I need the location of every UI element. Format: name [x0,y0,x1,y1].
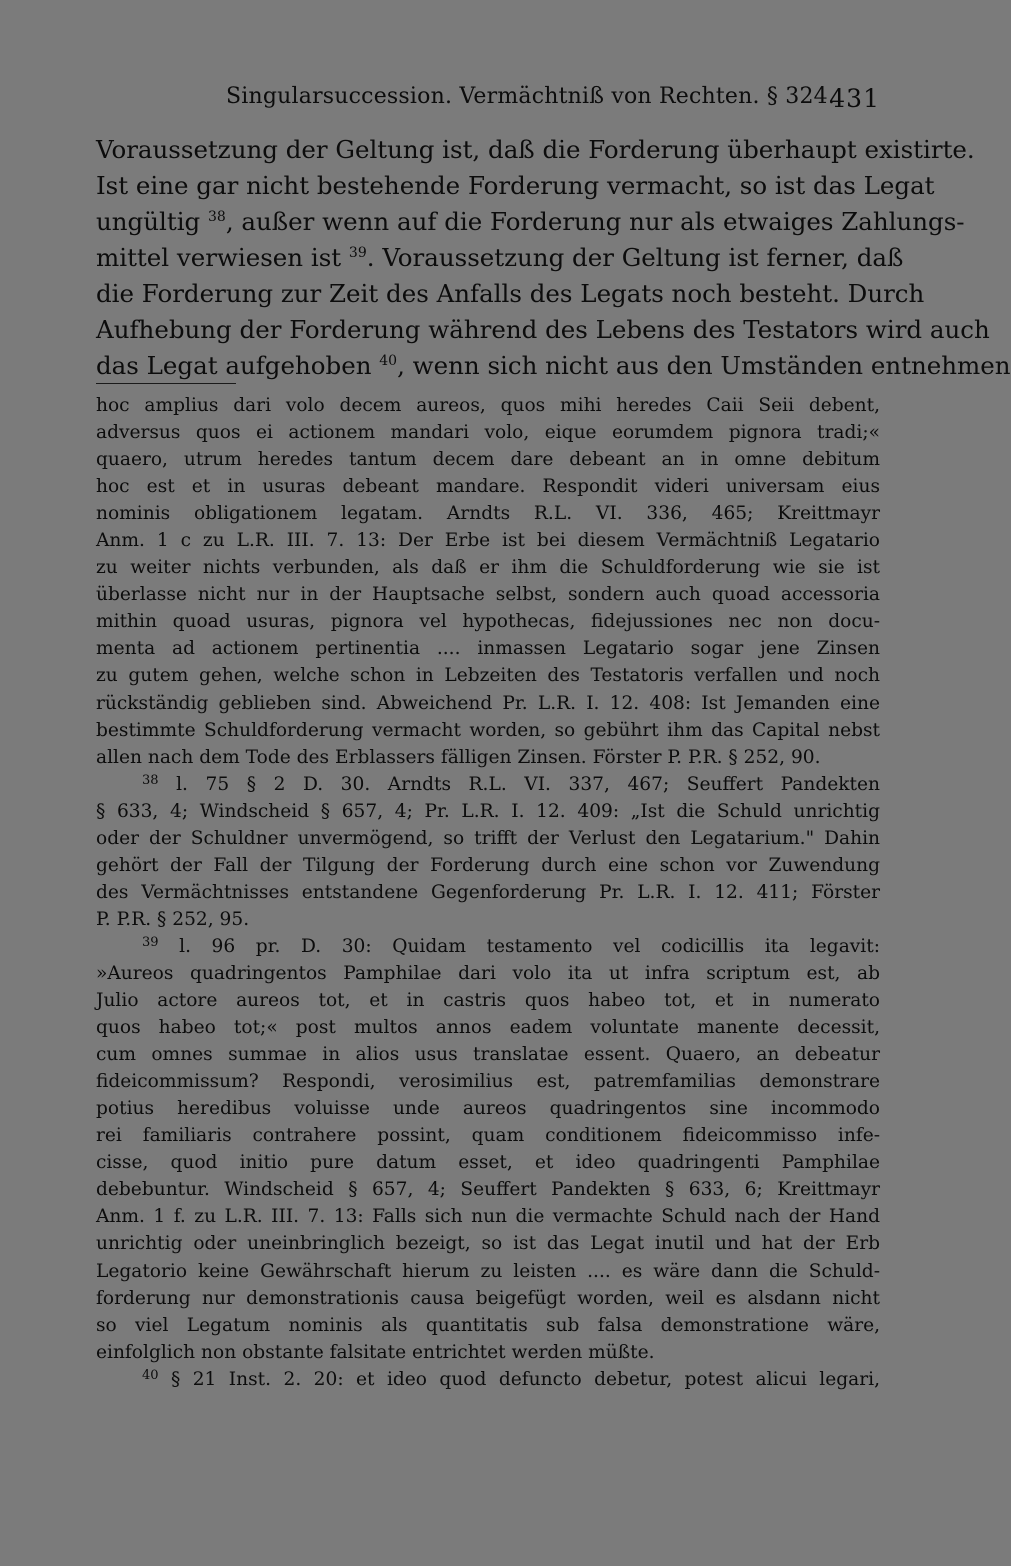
page-number: 431 [829,84,880,113]
footnote-line: fideicommissum? Respondi, verosimilius est, patremfamilias demonstrare [96,1071,880,1093]
main-text [96,132,1011,384]
footnote-line: quaero, utrum heredes tantum decem dare debeant an in omne debitum [96,449,880,471]
footnote-line: adversus quos ei actionem mandari volo, eique eorumdem pignora tradi;« [96,422,880,444]
body-line: das Legat aufgehoben $^{40}$, wenn sich nicht aus den Umständen entnehmen [96,351,1011,380]
footnote-line: $^{40}$ § 21 Inst. 2. 20: et ideo quod defuncto debetur, potest alicui legari, [142,1367,880,1390]
footnote-line: gehört der Fall der Tilgung der Forderung durch eine schon vor Zuwendung [96,854,880,876]
footnote-line: oder der Schuldner unvermögend, so trifft der Verlust den Legatarium." Dahin [96,827,880,849]
footnote-line: hoc est et in usuras debeant mandare. Respondit videri universam eius [96,476,880,498]
footnote-line: nominis obligationem legatam. Arndts R.L. VI. 336, 465; Kreittmayr [96,503,880,525]
body-line: mittel verwiesen ist $^{39}$. Voraussetzung der Geltung ist ferner, daß [96,243,904,272]
footnote-marker: 38 [208,209,226,225]
footnote-line: allen nach dem Tode des Erblassers fälligen Zinsen. Förster P. P.R. § 252, 90. [96,746,821,768]
footnote-line: überlasse nicht nur in der Hauptsache selbst, sondern auch quoad accessoria [96,584,880,606]
footnote-line: Anm. 1 f. zu L.R. III. 7. 13: Falls sich nun die vermachte Schuld nach der Hand [96,1206,880,1228]
footnote-line: § 633, 4; Windscheid § 657, 4; Pr. L.R. I. 12. 409: „Ist die Schuld unrichtig [96,800,880,822]
footnote-line: quos habeo tot;« post multos annos eadem voluntate manente decessit, [96,1017,880,1039]
footnote-line: Anm. 1 c zu L.R. III. 7. 13: Der Erbe ist bei diesem Vermächtniß Legatario [96,530,880,552]
footnote-line: so viel Legatum nominis als quantitatis sub falsa demonstratione wäre, [96,1314,880,1336]
footnote-marker: 40 [379,353,398,369]
footnote-line: $^{39}$ l. 96 pr. D. 30: Quidam testamento vel codicillis ita legavit: [142,934,880,957]
footnote-line: »Aureos quadringentos Pamphilae dari volo ita ut infra scriptum est, ab [96,962,880,984]
body-line: Voraussetzung der Geltung ist, daß die Forderung überhaupt existirte. [96,135,975,164]
footnote-line: cisse, quod initio pure datum esset, et ideo quadringenti Pamphilae [96,1152,880,1174]
footnote-line: $^{38}$ l. 75 § 2 D. 30. Arndts R.L. VI. 337, 467; Seuffert Pandekten [142,772,880,795]
footnotes [96,392,880,1393]
body-line: die Forderung zur Zeit des Anfalls des Legats noch besteht. Durch [96,279,925,308]
footnote-marker: 38 [142,772,159,788]
footnote-line: mithin quoad usuras, pignora vel hypothecas, fidejussiones nec non docu- [96,611,880,633]
footnote-line: menta ad actionem pertinentia .... inmassen Legatario sogar jene Zinsen [96,638,880,660]
footnote-line: P. P.R. § 252, 95. [96,908,250,930]
footnote-line: rei familiaris contrahere possint, quam conditionem fideicommisso infe- [96,1125,880,1147]
page-header [96,84,880,118]
footnote-line: cum omnes summae in alios usus translatae essent. Quaero, an debeatur [96,1044,880,1066]
footnote-line: debebuntur. Windscheid § 657, 4; Seuffert Pandekten § 633, 6; Kreittmayr [96,1179,880,1201]
running-title: Singularsuccession. Vermächtniß von Rechten. § 324. [226,84,836,109]
footnote-line: rückständig geblieben sind. Abweichend Pr. L.R. I. 12. 408: Ist Jemanden eine [96,692,880,714]
footnote-line: Julio actore aureos tot, et in castris quos habeo tot, et in numerato [96,990,880,1012]
footnote-line: potius heredibus voluisse unde aureos quadringentos sine incommodo [96,1098,880,1120]
body-line: Ist eine gar nicht bestehende Forderung vermacht, so ist das Legat [96,171,935,200]
footnote-line: des Vermächtnisses entstandene Gegenforderung Pr. L.R. I. 12. 411; Förster [96,881,880,903]
footnote-line: hoc amplius dari volo decem aureos, quos mihi heredes Caii Seii debent, [96,395,880,416]
footnote-line: zu gutem gehen, welche schon in Lebzeiten des Testatoris verfallen und noch [96,665,880,687]
footnote-line: forderung nur demonstrationis causa beigefügt worden, weil es alsdann nicht [96,1287,880,1309]
footnote-marker: 39 [348,245,367,261]
footnote-line: bestimmte Schuldforderung vermacht worden, so gebührt ihm das Capital nebst [96,719,880,741]
footnote-line: unrichtig oder uneinbringlich bezeigt, so ist das Legat inutil und hat der Erb [96,1233,880,1255]
footnote-marker: 40 [142,1367,159,1383]
body-line: ungültig $^{38}$, außer wenn auf die Forderung nur als etwaiges Zahlungs- [96,207,965,236]
footnote-marker: 39 [142,934,159,950]
footnote-line: einfolglich non obstante falsitate entrichtet werden müßte. [96,1341,655,1363]
footnote-separator [96,383,236,384]
footnote-line: zu weiter nichts verbunden, als daß er ihm die Schuldforderung wie sie ist [96,557,880,579]
footnote-line: Legatorio keine Gewährschaft hierum zu leisten .... es wäre dann die Schuld- [96,1260,880,1282]
body-line: Aufhebung der Forderung während des Lebens des Testators wird auch [96,315,990,344]
